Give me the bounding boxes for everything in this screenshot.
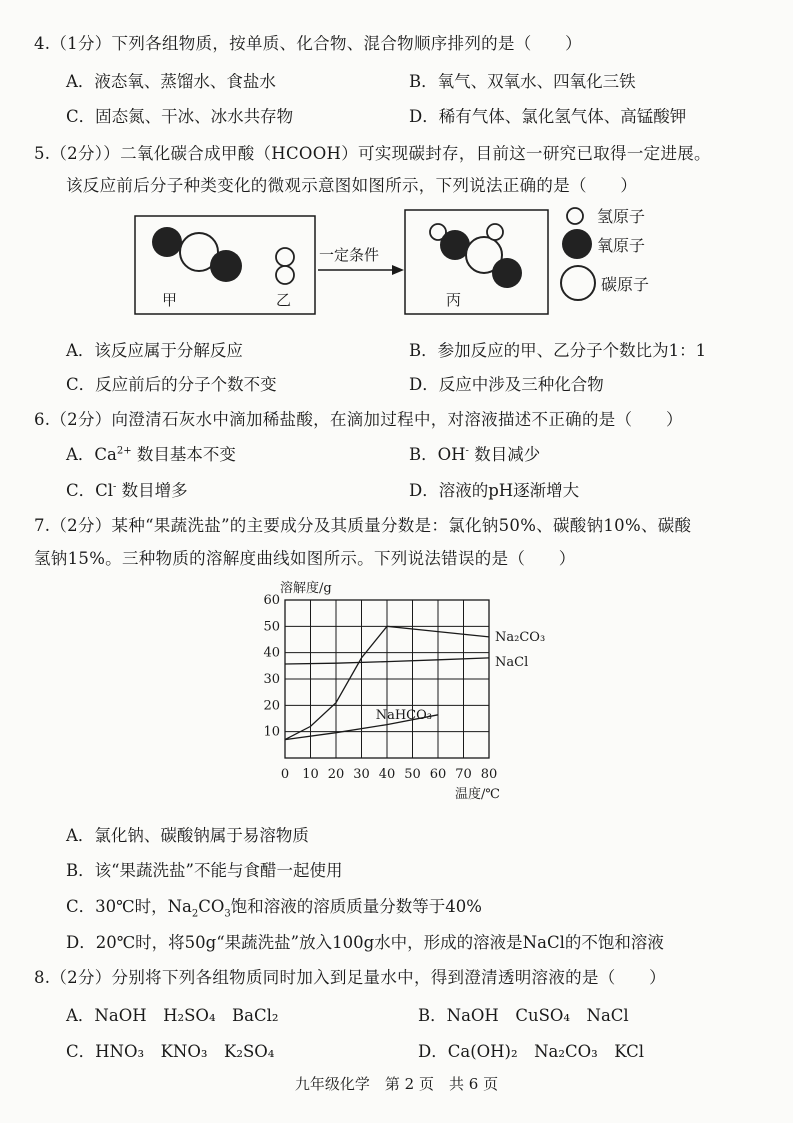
arrow-condition-label: 一定条件 xyxy=(319,246,380,264)
q6-option-d: D．溶液的pH逐渐增大 xyxy=(409,481,580,500)
q6-stem: 6.（2分）向澄清石灰水中滴加稀盐酸，在滴加过程中，对溶液描述不正确的是（ ） xyxy=(34,410,683,429)
q8-stem: 8.（2分）分别将下列各组物质同时加入到足量水中，得到澄清透明溶液的是（ ） xyxy=(34,968,666,987)
arrow-head-icon xyxy=(392,265,404,275)
q7-option-d: D．20℃时，将50g“果蔬洗盐”放入100g水中，形成的溶液是NaCl的不饱和溶液 xyxy=(66,933,664,952)
hydrogen-atom-icon xyxy=(487,224,503,240)
legend-carbon-icon xyxy=(561,266,595,300)
legend-carbon-label: 碳原子 xyxy=(601,275,650,294)
q6-option-a-suffix: 数目基本不变 xyxy=(136,445,236,464)
q5-option-c: C．反应前后的分子个数不变 xyxy=(66,375,277,394)
q6-option-b-charge: - xyxy=(465,445,469,457)
q8-option-c: C．HNO₃ KNO₃ K₂SO₄ xyxy=(66,1042,275,1061)
chart-x-tick-label: 0 xyxy=(280,767,290,782)
chart-ticks xyxy=(263,593,497,782)
q7-stem-line1: 7.（2分）某种“果蔬洗盐”的主要成分及其质量分数是：氯化钠50%、碳酸钠10%、碳酸 xyxy=(34,516,692,535)
q5-stem-line2: 该反应前后分子种类变化的微观示意图如图所示，下列说法正确的是（ ） xyxy=(66,176,638,195)
chart-x-tick-label: 50 xyxy=(404,767,421,782)
chart-x-tick-label: 80 xyxy=(480,767,498,782)
q6-option-c-charge: - xyxy=(113,481,117,493)
q8-option-a: A．NaOH H₂SO₄ BaCl₂ xyxy=(66,1006,279,1025)
hydrogen-atom-icon xyxy=(276,248,294,266)
hydrogen-atom-icon xyxy=(430,224,446,240)
legend-oxygen-label: 氧原子 xyxy=(597,236,646,255)
chart-series-line xyxy=(285,626,489,739)
product-label-bing: 丙 xyxy=(446,291,462,309)
q4-option-d: D．稀有气体、氯化氢气体、高锰酸钾 xyxy=(409,107,687,126)
q7-option-c-prefix: C．30℃时，Na xyxy=(66,897,192,916)
legend-hydrogen-label: 氢原子 xyxy=(597,207,646,226)
q6-option-b-suffix: 数目减少 xyxy=(474,445,541,464)
reactant-label-jia: 甲 xyxy=(162,291,178,309)
q5-stem-line1: 5.（2分））二氧化碳合成甲酸（HCOOH）可实现碳封存，目前这一研究已取得一定进展。 xyxy=(34,144,711,163)
reactant-label-yi: 乙 xyxy=(276,291,292,309)
q7-option-b: B．该“果蔬洗盐”不能与食醋一起使用 xyxy=(66,861,343,880)
chart-grid xyxy=(285,600,489,758)
chart-x-tick-label: 10 xyxy=(302,767,319,782)
q6-option-a-prefix: A．Ca xyxy=(66,445,117,464)
q5-option-b: B．参加反应的甲、乙分子个数比为1：1 xyxy=(409,341,707,360)
chart-series-label: Na₂CO₃ xyxy=(495,629,546,645)
legend-oxygen-icon xyxy=(562,229,592,259)
legend-hydrogen-icon xyxy=(567,208,583,224)
chart-series-label: NaHCO₃ xyxy=(375,707,432,723)
reactants-box xyxy=(135,216,315,314)
hydrogen-atom-icon xyxy=(276,266,294,284)
chart-y-tick-label: 30 xyxy=(263,672,280,687)
q8-option-d: D．Ca(OH)₂ Na₂CO₃ KCl xyxy=(418,1042,645,1061)
chart-y-tick-label: 20 xyxy=(263,698,280,714)
q6-option-b xyxy=(409,441,540,465)
chart-y-tick-label: 50 xyxy=(263,619,280,635)
chart-x-tick-label: 30 xyxy=(353,767,370,782)
q7-option-c-sub2: 3 xyxy=(224,908,231,920)
q5-option-a: A．该反应属于分解反应 xyxy=(66,341,243,360)
q7-option-c-suffix: 饱和溶液的溶质质量分数等于40% xyxy=(230,897,482,916)
chart-y-tick-label: 10 xyxy=(263,724,280,740)
chart-x-tick-label: 60 xyxy=(429,767,447,782)
q4-option-c: C．固态氮、干冰、冰水共存物 xyxy=(66,107,294,126)
q6-option-a xyxy=(66,441,236,465)
q4-option-b: B．氧气、双氧水、四氧化三铁 xyxy=(409,72,636,91)
carbon-atom-icon xyxy=(466,237,502,273)
q8-option-b: B．NaOH CuSO₄ NaCl xyxy=(418,1006,629,1025)
chart-x-axis-label: 温度/℃ xyxy=(455,787,500,802)
q5-option-d: D．反应中涉及三种化合物 xyxy=(409,375,604,394)
q6-option-a-charge: 2+ xyxy=(116,445,132,457)
chart-series-line xyxy=(285,715,438,740)
chart-series xyxy=(285,626,545,739)
q4-stem: 4.（1分）下列各组物质，按单质、化合物、混合物顺序排列的是（ ） xyxy=(34,34,582,53)
chart-x-tick-label: 70 xyxy=(455,767,472,782)
q7-stem-line2: 氢钠15%。三种物质的溶解度曲线如图所示。下列说法错误的是（ ） xyxy=(34,549,576,568)
carbon-atom-icon xyxy=(180,233,218,271)
page-footer: 九年级化学 第 2 页 共 6 页 xyxy=(294,1075,499,1093)
q6-option-c-suffix: 数目增多 xyxy=(121,481,188,500)
q4-option-a: A．液态氧、蒸馏水、食盐水 xyxy=(66,72,276,91)
chart-y-tick-label: 40 xyxy=(263,645,280,661)
oxygen-atom-icon xyxy=(152,227,182,257)
chart-x-tick-label: 40 xyxy=(378,767,396,782)
q7-option-c-sub1: 2 xyxy=(191,908,199,920)
chart-series-label: NaCl xyxy=(495,654,529,670)
oxygen-atom-icon xyxy=(210,250,242,282)
q6-option-b-prefix: B．OH xyxy=(409,445,466,464)
q7-option-a: A．氯化钠、碳酸钠属于易溶物质 xyxy=(66,826,309,845)
product-box xyxy=(405,210,548,314)
chart-y-tick-label: 60 xyxy=(263,593,280,608)
chart-y-axis-label: 溶解度/g xyxy=(280,581,332,596)
chart-x-tick-label: 20 xyxy=(327,767,345,782)
oxygen-atom-icon xyxy=(440,230,470,260)
q7-option-c xyxy=(66,893,482,919)
oxygen-atom-icon xyxy=(492,258,522,288)
chart-series-line xyxy=(285,658,489,664)
q6-option-c-prefix: C．Cl xyxy=(66,481,114,500)
chart-plot-border xyxy=(285,600,489,758)
q7-option-c-mid: CO xyxy=(198,897,225,916)
q6-option-c xyxy=(66,477,188,501)
